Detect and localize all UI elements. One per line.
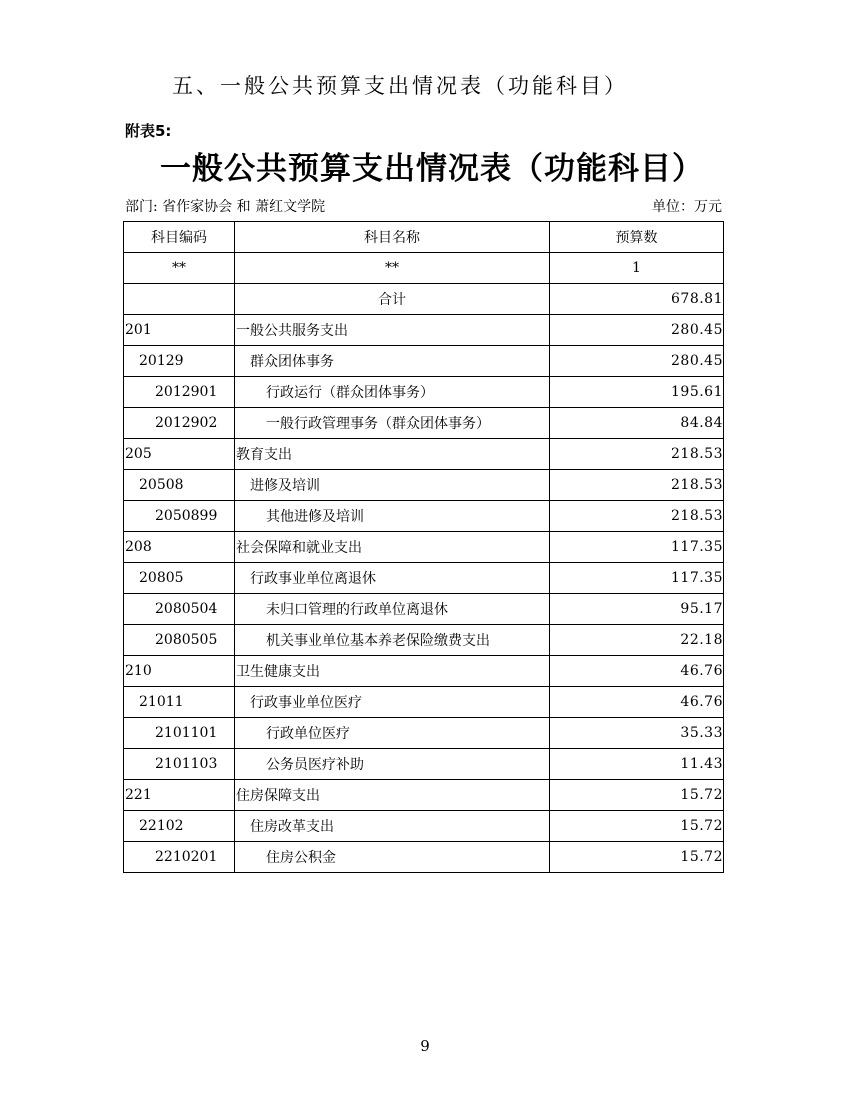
table-row bbox=[124, 501, 724, 532]
row-name: 一般行政管理事务（群众团体事务） bbox=[235, 408, 550, 439]
row-code: 20805 bbox=[124, 563, 235, 594]
row-code: 2012901 bbox=[124, 377, 235, 408]
row-name: 进修及培训 bbox=[235, 470, 550, 501]
row-name: 社会保障和就业支出 bbox=[235, 532, 550, 563]
table-row bbox=[124, 408, 724, 439]
table-meta-row bbox=[125, 196, 722, 216]
table-row bbox=[124, 563, 724, 594]
department-label: 部门: 省作家协会 和 萧红文学院 bbox=[125, 199, 326, 215]
marker-name: ** bbox=[235, 253, 550, 284]
row-amount: 280.45 bbox=[550, 315, 724, 346]
row-code: 221 bbox=[124, 780, 235, 811]
table-title: 一般公共预算支出情况表（功能科目） bbox=[160, 151, 704, 187]
table-row bbox=[124, 470, 724, 501]
budget-table bbox=[123, 221, 724, 873]
row-amount: 218.53 bbox=[550, 501, 724, 532]
row-code: 21011 bbox=[124, 687, 235, 718]
row-code: 210 bbox=[124, 656, 235, 687]
row-name: 行政事业单位离退休 bbox=[235, 563, 550, 594]
row-name: 公务员医疗补助 bbox=[235, 749, 550, 780]
header-amount: 预算数 bbox=[550, 222, 724, 253]
row-code: 2080504 bbox=[124, 594, 235, 625]
row-code: 2050899 bbox=[124, 501, 235, 532]
row-code: 2210201 bbox=[124, 842, 235, 873]
row-amount: 218.53 bbox=[550, 470, 724, 501]
row-name: 群众团体事务 bbox=[235, 346, 550, 377]
row-amount: 280.45 bbox=[550, 346, 724, 377]
row-name: 其他进修及培训 bbox=[235, 501, 550, 532]
marker-amount: 1 bbox=[550, 253, 724, 284]
unit-label: 单位：万元 bbox=[652, 199, 722, 215]
table-row bbox=[124, 687, 724, 718]
row-code: 2080505 bbox=[124, 625, 235, 656]
row-name: 行政单位医疗 bbox=[235, 718, 550, 749]
table-row bbox=[124, 625, 724, 656]
row-name: 教育支出 bbox=[235, 439, 550, 470]
total-row bbox=[124, 284, 724, 315]
row-amount: 35.33 bbox=[550, 718, 724, 749]
row-amount: 117.35 bbox=[550, 563, 724, 594]
page-number: 9 bbox=[420, 1037, 430, 1055]
header-name: 科目名称 bbox=[235, 222, 550, 253]
row-amount: 46.76 bbox=[550, 656, 724, 687]
row-name: 未归口管理的行政单位离退休 bbox=[235, 594, 550, 625]
row-amount: 218.53 bbox=[550, 439, 724, 470]
row-code: 208 bbox=[124, 532, 235, 563]
row-code: 201 bbox=[124, 315, 235, 346]
table-row bbox=[124, 532, 724, 563]
row-code: 22102 bbox=[124, 811, 235, 842]
row-code: 2012902 bbox=[124, 408, 235, 439]
row-name: 住房改革支出 bbox=[235, 811, 550, 842]
row-name: 卫生健康支出 bbox=[235, 656, 550, 687]
row-amount: 117.35 bbox=[550, 532, 724, 563]
row-amount: 11.43 bbox=[550, 749, 724, 780]
row-code: 205 bbox=[124, 439, 235, 470]
total-amount: 678.81 bbox=[550, 284, 724, 315]
table-row bbox=[124, 315, 724, 346]
table-row bbox=[124, 656, 724, 687]
row-amount: 84.84 bbox=[550, 408, 724, 439]
row-amount: 15.72 bbox=[550, 780, 724, 811]
table-row bbox=[124, 346, 724, 377]
table-row bbox=[124, 718, 724, 749]
row-code: 20508 bbox=[124, 470, 235, 501]
row-name: 行政事业单位医疗 bbox=[235, 687, 550, 718]
marker-row bbox=[124, 253, 724, 284]
header-code: 科目编码 bbox=[124, 222, 235, 253]
table-row bbox=[124, 780, 724, 811]
row-code: 2101101 bbox=[124, 718, 235, 749]
row-amount: 195.61 bbox=[550, 377, 724, 408]
row-amount: 95.17 bbox=[550, 594, 724, 625]
table-body bbox=[124, 253, 724, 873]
table-row bbox=[124, 842, 724, 873]
section-heading: 五、一般公共预算支出情况表（功能科目） bbox=[172, 74, 628, 98]
attachment-label: 附表5: bbox=[125, 122, 172, 140]
table-header-row bbox=[124, 222, 724, 253]
row-amount: 22.18 bbox=[550, 625, 724, 656]
table-row bbox=[124, 377, 724, 408]
total-code bbox=[124, 284, 235, 315]
table-row bbox=[124, 749, 724, 780]
row-amount: 46.76 bbox=[550, 687, 724, 718]
row-name: 住房保障支出 bbox=[235, 780, 550, 811]
table-row bbox=[124, 594, 724, 625]
row-amount: 15.72 bbox=[550, 811, 724, 842]
row-name: 机关事业单位基本养老保险缴费支出 bbox=[235, 625, 550, 656]
row-name: 一般公共服务支出 bbox=[235, 315, 550, 346]
row-name: 住房公积金 bbox=[235, 842, 550, 873]
marker-code: ** bbox=[124, 253, 235, 284]
total-name: 合计 bbox=[235, 284, 550, 315]
row-code: 20129 bbox=[124, 346, 235, 377]
table-row bbox=[124, 811, 724, 842]
row-code: 2101103 bbox=[124, 749, 235, 780]
row-name: 行政运行（群众团体事务） bbox=[235, 377, 550, 408]
row-amount: 15.72 bbox=[550, 842, 724, 873]
table-row bbox=[124, 439, 724, 470]
